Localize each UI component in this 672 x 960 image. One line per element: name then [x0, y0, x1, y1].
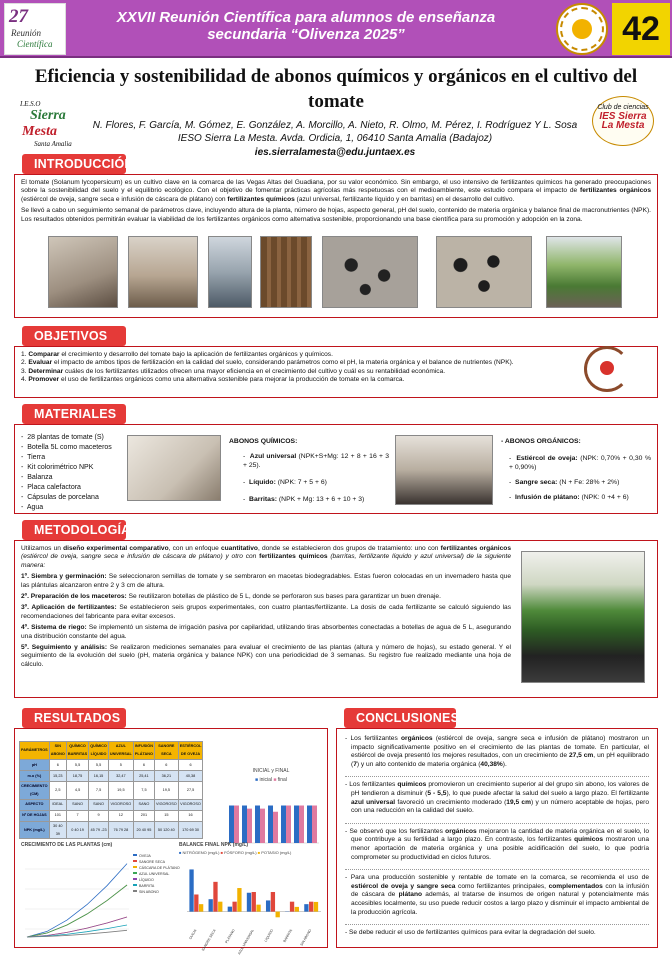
npk-category-label: LÍQUIDO	[263, 928, 275, 943]
table-cell: 201	[133, 810, 154, 821]
table-header: AZUL UNIVERSAL	[108, 742, 133, 760]
metodologia-heading: METODOLOGÍA	[22, 520, 126, 540]
abonos-organicos	[501, 437, 651, 502]
school-logo-name-2: Mesta	[22, 124, 57, 139]
contact-email: ies.sierralamesta@edu.juntaex.es	[254, 147, 416, 158]
conclusion-item: - Para una producción sostenible y rentable de tomate en la comarca, se recomienda el uso de estiércol de oveja y sangre seca como fertilizantes principales, complementados con la infusión de cáscara de plátano además, al tratarse de insumos de origen natural y potencialmente más accesibles localmente, su uso puede reducir costos a largo plazo y disminuir el impacto ambiental de la producción agrícola.	[345, 874, 649, 916]
table-cell: 170 69 30	[178, 821, 203, 839]
npk-bar	[213, 882, 217, 912]
intro-paragraph-2: Se llevó a cabo un seguimiento semanal de parámetros clave, incluyendo altura de la planta, número de hojas, aspecto general, pH del suelo, contenido de materia orgánica y balance final de macronutrientes (NPK). Los resultados obtenidos permitirán evaluar la viabilidad de los fertilizantes orgánicos como alternativa sostenible, proporcionando una base científica para su promoción y adopción en la zona.	[21, 207, 651, 223]
table-row	[20, 781, 203, 799]
npk-chart-legend: ■ NITRÓGENO (mg/L) ■ FÓSFORO (mg/L) ■ POTASIO (mg/L)	[179, 850, 292, 856]
table-cell: 45 79 -23	[89, 821, 109, 839]
materiales-box	[14, 424, 658, 514]
material-item: - Placa calefactora	[21, 484, 81, 491]
tomato-cycle-icon	[584, 346, 630, 392]
table-cell: 4,5	[66, 781, 88, 799]
npk-category-label: SIN ABONO	[299, 928, 313, 947]
photo-pots-1	[322, 236, 418, 308]
growth-legend-swatch	[133, 854, 137, 856]
npk-bar	[228, 906, 232, 911]
club-logo-line3: La Mesta	[601, 120, 645, 131]
table-cell: SANO	[133, 799, 154, 810]
school-logo-name-1: Sierra	[30, 108, 66, 123]
table-header: QUÍMICO BARRITAS	[66, 742, 88, 760]
table-cell: VIGOROSO	[155, 799, 179, 810]
abonos-organicos-title: - ABONOS ORGÁNICOS:	[501, 438, 581, 445]
table-row	[20, 821, 203, 839]
growth-legend-swatch	[133, 884, 137, 886]
ph-bar-initial	[229, 805, 234, 843]
abono-organico-2: - Sangre seca: (N + Fe: 28% + 2%)	[509, 479, 620, 486]
objetivos-box	[14, 346, 658, 398]
conclusion-item: - Se debe reducir el uso de fertilizantes químicos para evitar la degradación del suelo.	[345, 929, 596, 937]
photo-students-1	[48, 236, 118, 308]
npk-bar	[252, 892, 256, 912]
conclusiones-heading: CONCLUSIONES	[344, 708, 456, 728]
table-cell: VIGOROSO	[108, 799, 133, 810]
club-logo	[592, 96, 654, 146]
table-cell: 0 40 19	[66, 821, 88, 839]
photo-lab-hands	[127, 435, 221, 501]
school-logo-sub: Santa Amalia	[34, 140, 72, 148]
table-cell: 15,23	[49, 770, 66, 781]
npk-category-label: AZUL UNIVERSAL	[237, 928, 255, 956]
table-cell: m.o (%)	[20, 770, 50, 781]
conclusiones-box	[336, 728, 658, 948]
resultados-box	[14, 728, 328, 956]
conclusion-item: - Se observó que los fertilizantes orgánicos mejoraron la cantidad de materia orgánica en el suelo, lo que contribuye a su fertilidad a largo plazo. En contraste, los fertilizantes químicos mostraron una menor aportación de materia orgánica y una posible acidificación del suelo, lo que podría comprometer su productividad en ciclos futuros.	[345, 827, 650, 861]
growth-legend-label: LÍQUIDO	[139, 878, 154, 883]
ph-bar-final	[286, 805, 291, 843]
table-cell: ASPECTO	[20, 799, 50, 810]
table-cell: SANO	[89, 799, 109, 810]
metodologia-intro: Utilizamos un diseño experimental comparativo, con un enfoque cuantitativo, donde se establecieron dos grupos de tratamiento: uno con fertilizantes orgánicos (estiércol de oveja, sangre seca e infusión de cáscara de plátano) y otro con fertilizantes químicos (barritas, fertilizante líquido y azul universal) de la siguiente manera:	[21, 545, 512, 569]
ph-chart-svg	[221, 785, 321, 847]
npk-bar	[314, 902, 318, 912]
metodologia-step-1: 1º. Siembra y germinación: Se seleccionaron semillas de tomate y se sembraron en macetas biodegradables. Estas fueron colocadas en un invernadero hasta que las plántulas alcanzaron entre 2 y 3 cm de altura.	[21, 573, 511, 589]
table-header-row	[20, 742, 203, 760]
abono-quimico-1: - Azul universal (NPK+S+Mg: 12 + 8 + 16 + 3 + 25).	[243, 453, 389, 469]
npk-bar	[266, 900, 270, 911]
table-cell: Nº DE HOJAS	[20, 810, 50, 821]
material-item: - Agua	[21, 504, 44, 511]
npk-bar	[232, 901, 236, 911]
npk-bar	[194, 894, 198, 911]
table-cell: 7,5	[133, 781, 154, 799]
growth-legend-swatch	[133, 872, 137, 874]
table-cell: 18,75	[66, 770, 88, 781]
ph-bar-final	[273, 812, 278, 843]
objetivo-4: 4. Promover el uso de fertilizantes orgánicos como una alternativa sostenible para mejorar la producción de tomate en la comarca.	[21, 376, 405, 384]
ph-bar-initial	[307, 805, 312, 843]
abono-quimico-3: - Barritas: (NPK + Mg: 13 + 6 + 10 + 3)	[243, 496, 365, 503]
school-logo	[20, 100, 82, 148]
objetivos-list	[21, 351, 651, 385]
table-cell: 6	[178, 759, 203, 770]
npk-bar	[256, 904, 260, 911]
table-cell: 2,5	[49, 781, 66, 799]
table-cell: 30 40 39	[49, 821, 66, 839]
growth-legend-label: AZUL UNIVERSAL	[139, 872, 170, 877]
reunion-logo	[4, 3, 66, 55]
introduccion-heading: INTRODUCCIÓN	[22, 154, 126, 174]
metodologia-step-3: 3º. Aplicación de fertilizantes: Se establecieron seis grupos experimentales, con cuatro plantas/fertilizante. La dosis de cada fertilizante se calculó siguiendo las recomendaciones del fabricante para evitar excesos.	[21, 604, 511, 620]
intro-paragraph-1: El tomate (Solanum lycopersicum) es un cultivo clave en la comarca de las Vegas Altas del Guadiana, por su valor económico. Sin embargo, el uso intensivo de fertilizantes químicos ha generado preocupaciones sobre la sostenibilidad del suelo y el equilibrio ecológico. Con el objetivo de fomentar prácticas agrícolas más respetuosas con el medioambiente, este estudio compara el impacto de fertilizantes orgánicos (estiércol de oveja, sangre seca e infusión de cáscara de plátano) con fertilizantes químicos (azul universal, fertilizante líquido y en barritas) en el desarrollo del cultivo.	[21, 179, 651, 203]
material-item: - Kit colorimétrico NPK	[21, 464, 94, 471]
table-cell: 6	[133, 759, 154, 770]
growth-legend-label: BARRITA	[139, 884, 155, 889]
growth-legend-label: SANGRE SECA	[139, 860, 165, 865]
table-cell: 19,5	[155, 781, 179, 799]
event-title: XXVII Reunión Científica para alumnos de enseñanza secundaria “Olivenza 2025”	[116, 9, 496, 43]
authors-names: N. Flores, F. García, M. Gómez, E. González, A. Morcillo, A. Nieto, R. Olmo, M. Pérez, I. Rodríguez Y L. Sosa	[92, 120, 578, 131]
npk-bar	[295, 907, 299, 912]
ph-bar-initial	[255, 805, 260, 843]
objetivo-2: 2. Evaluar el impacto de ambos tipos de fertilización en la calidad del suelo, considerando parámetros como el pH, la materia orgánica y el balance de nutrientes (NPK).	[21, 359, 514, 367]
npk-category-label: SANGRE SECA	[200, 928, 217, 952]
table-header: PARÁMETROS	[20, 742, 50, 760]
ph-bar-final	[247, 808, 252, 842]
table-cell: 9	[89, 810, 109, 821]
npk-bar	[271, 892, 275, 912]
club-logo-line2: IES Sierra	[599, 111, 647, 122]
table-cell: 19,5	[108, 781, 133, 799]
poster-number: 42	[612, 3, 670, 55]
table-cell: 6	[155, 759, 179, 770]
metodologia-box	[14, 540, 658, 698]
table-cell: 50 120 40	[155, 821, 179, 839]
table-header: QUÍMICO LÍQUIDO	[89, 742, 109, 760]
material-item: - Botella 5L como maceteros	[21, 444, 112, 451]
table-cell: SANO	[66, 799, 88, 810]
photo-tomato-plants	[546, 236, 622, 308]
abono-organico-3: - Infusión de plátano: (NPK: 0 +4 + 6)	[509, 494, 629, 501]
table-row	[20, 759, 203, 770]
ph-bar-initial	[268, 805, 273, 843]
objetivo-3: 3. Determinar cuáles de los fertilizantes utilizados ofrecen una mayor eficiencia en el crecimiento del cultivo y cuál es su rentabilidad económica.	[21, 367, 446, 375]
npk-category-label: OVEJA	[188, 928, 198, 940]
metodologia-step-4: 4º. Sistema de riego: Se implementó un sistema de irrigación pasiva por capilaridad, utilizando tiras absorbentes conectadas a botellas de agua de 5 L, asegurando una distribución constante del agua.	[21, 624, 511, 640]
divider	[345, 869, 649, 870]
npk-bar	[247, 893, 251, 912]
growth-legend-label: OVEJA	[139, 854, 151, 859]
table-cell: 6	[49, 759, 66, 770]
table-cell: 101	[49, 810, 66, 821]
divider	[345, 924, 649, 925]
npk-chart-svg	[179, 858, 325, 956]
authors	[80, 119, 590, 145]
table-row	[20, 770, 203, 781]
abonos-quimicos-title: ABONOS QUÍMICOS:	[229, 438, 298, 445]
growth-legend-swatch	[133, 890, 137, 892]
table-cell: 76 79 28	[108, 821, 133, 839]
logo-text-2: Científica	[17, 39, 53, 49]
abonos-quimicos	[229, 437, 389, 504]
table-cell: 27,5	[178, 781, 203, 799]
school-logo-top: I.E.S.O	[20, 100, 41, 108]
table-cell: 16	[178, 810, 203, 821]
metodologia-text	[21, 545, 511, 669]
ph-bar-initial	[242, 805, 247, 843]
conclusiones-list	[345, 735, 649, 938]
npk-bar	[276, 911, 280, 917]
growth-legend-swatch	[133, 860, 137, 862]
table-cell: CRECIMIENTO (CM)	[20, 781, 50, 799]
objetivos-heading: OBJETIVOS	[22, 326, 126, 346]
table-cell: 15	[155, 810, 179, 821]
material-item: - 28 plantas de tomate (S)	[21, 434, 104, 441]
npk-bar	[309, 901, 313, 911]
growth-chart-title: CRECIMIENTO DE LAS PLANTAS (cm)	[21, 842, 113, 848]
logo-number: 27	[9, 6, 28, 27]
npk-chart	[179, 841, 325, 956]
photo-students-2	[128, 236, 198, 308]
growth-line	[27, 925, 127, 937]
npk-bar	[304, 904, 308, 911]
poster-title: Eficiencia y sostenibilidad de abonos químicos y orgánicos en el cultivo del tomate	[34, 66, 638, 112]
metodologia-step-5: 5º. Seguimiento y análisis: Se realizaron mediciones semanales para evaluar el crecimiento de las plantas (altura y número de hojas), su estado general. Y el seguimiento de la evolución del suelo (pH, materia orgánica y balance NPK) con una periodicidad de 3 semanas. Su registro fue realizado mediante una hoja de cálculo.	[21, 644, 511, 668]
abono-organico-1: - Estiércol de oveja: (NPK: 0,70% + 0,30 % + 0,90%)	[509, 455, 651, 471]
table-cell: 7,5	[89, 781, 109, 799]
ph-bar-final	[299, 805, 304, 843]
table-cell: IDEAL	[49, 799, 66, 810]
conclusion-item: - Los fertilizantes orgánicos (estiércol de oveja, sangre seca e infusión de plátano) mostraron un impacto significativamente positivo en el crecimiento de las plantas de tomate. En particular, el estiércol de oveja presentó los mejores resultados, con un crecimiento de 27,5 cm, un pH equilibrado (7) y un alto contenido de materia orgánica (40,38%).	[345, 735, 649, 768]
abono-quimico-2: - Líquido: (NPK: 7 + 5 + 6)	[243, 479, 327, 486]
table-cell: 16,15	[89, 770, 109, 781]
divider	[345, 823, 649, 824]
sun-seal-icon	[556, 3, 608, 55]
conclusion-item: - Los fertilizantes químicos promovieron un crecimiento superior al del grupo sin abono, los valores de pH tendieron a disminuir (5 - 5,5), lo que puede afectar la salud del suelo a largo plazo. El fertilizante azul universal favoreció un crecimiento moderado (19,5 cm) y un número aceptable de hojas, pero con una reducción en la calidad del suelo.	[345, 781, 649, 815]
photo-bottle-planters	[521, 551, 645, 683]
ph-bar-final	[260, 808, 265, 842]
ph-bar-final	[312, 805, 317, 843]
npk-bar	[290, 901, 294, 911]
ph-bar-initial	[294, 805, 299, 843]
results-table	[19, 741, 203, 839]
objetivo-1: 1. Comparar el crecimiento y desarrollo del tomate bajo la aplicación de fertilizantes orgánicos y químicos.	[21, 351, 333, 358]
ph-chart	[221, 767, 321, 847]
table-cell: NPK (mg/L)	[20, 821, 50, 839]
photo-pots-2	[436, 236, 532, 308]
table-row	[20, 799, 203, 810]
table-row	[20, 810, 203, 821]
table-cell: VIGOROSO	[178, 799, 203, 810]
metodologia-step-2: 2º. Preparación de los maceteros: Se reutilizaron botellas de plástico de 5 L, donde se perforaron sus bases para garantizar un buen drenaje.	[21, 593, 441, 601]
divider	[345, 776, 649, 777]
club-logo-line1: Club de ciencias	[597, 104, 649, 111]
materiales-heading: MATERIALES	[22, 404, 126, 424]
materiales-list	[21, 433, 133, 513]
npk-bar	[237, 888, 241, 912]
growth-legend-swatch	[133, 866, 137, 868]
growth-chart	[21, 841, 180, 945]
growth-chart-svg	[21, 849, 180, 945]
table-cell: 12	[108, 810, 133, 821]
table-cell: 5	[108, 759, 133, 770]
table-header: INFUSIÓN PLÁTANO	[133, 742, 154, 760]
table-cell: 5,5	[89, 759, 109, 770]
logo-text-1: Reunión	[11, 28, 41, 38]
npk-chart-title: BALANCE FINAL NPK (mg/L)	[179, 842, 249, 848]
table-cell: 25,41	[133, 770, 154, 781]
ph-bar-initial	[281, 805, 286, 843]
ph-chart-legend: ■ inicial ■ final	[255, 777, 287, 784]
material-item: - Tierra	[21, 454, 46, 461]
npk-bar	[218, 901, 222, 911]
table-cell: 36,21	[155, 770, 179, 781]
npk-category-label: BARRITA	[282, 928, 294, 943]
npk-bar	[199, 904, 203, 911]
photo-seed-trays	[260, 236, 312, 308]
npk-category-label: PLÁTANO	[224, 928, 236, 944]
table-header: SANGRE SECA	[155, 742, 179, 760]
ph-bar-final	[234, 805, 239, 843]
growth-legend-label: SIN ABONO	[139, 890, 159, 895]
photo-students-3	[208, 236, 252, 308]
growth-line	[27, 864, 127, 937]
photo-ph-kit	[395, 435, 493, 505]
npk-bar	[209, 899, 213, 911]
table-header: SIN ABONO	[49, 742, 66, 760]
affiliation: IESO Sierra La Mesta. Avda. Ordicia, 1, 06410 Santa Amalia (Badajoz)	[177, 133, 493, 144]
material-item: - Cápsulas de porcelana	[21, 494, 99, 501]
resultados-heading: RESULTADOS	[22, 708, 126, 728]
ph-chart-title: INICIAL y FINAL	[252, 768, 290, 774]
npk-bar	[189, 869, 193, 911]
table-header: ESTIÉRCOL DE OVEJA	[178, 742, 203, 760]
table-cell: 5,5	[66, 759, 88, 770]
table-cell: 20 40 95	[133, 821, 154, 839]
growth-legend-swatch	[133, 878, 137, 880]
table-cell: 7	[66, 810, 88, 821]
table-cell: 32,47	[108, 770, 133, 781]
table-cell: pH	[20, 759, 50, 770]
material-item: - Balanza	[21, 474, 53, 481]
growth-legend-label: CÁSCARA DE PLÁTANO	[139, 866, 180, 871]
table-cell: 40,38	[178, 770, 203, 781]
